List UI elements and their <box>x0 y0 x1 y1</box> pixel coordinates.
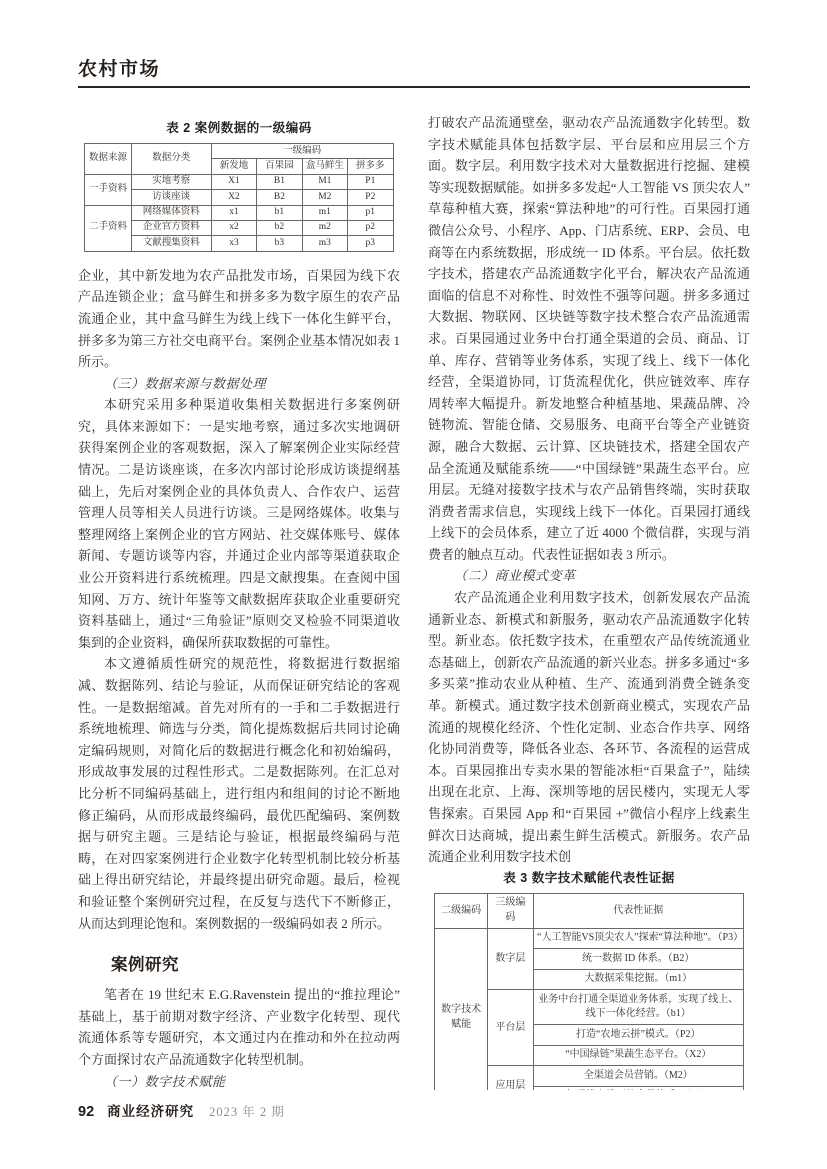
left-column-text <box>78 265 400 1090</box>
code-cell: m3 <box>302 236 347 251</box>
code-cell: M2 <box>302 190 347 205</box>
col-header-company: 百果园 <box>257 159 302 174</box>
code-cell: x1 <box>211 205 256 220</box>
subsection-heading: （三）数据来源与数据处理 <box>104 375 267 391</box>
level3-cell: 平台层 <box>487 990 533 1066</box>
subsection-heading: （二）商业模式变革 <box>454 568 576 584</box>
col-header: 二级编码 <box>435 893 487 928</box>
code-cell: b1 <box>257 205 302 220</box>
col-header-company: 新发地 <box>211 159 256 174</box>
code-cell: B2 <box>257 190 302 205</box>
body-paragraph: 本研究采用多种渠道收集相关数据进行多案例研究，具体来源如下：一是实地考察，通过多次实地调研获得案例企业的客观数据，深入了解案例企业实际经营情况。二是访谈座谈，在多次内部讨论形成访谈提纲基础上，先后对案例企业的具体负责人、合作农户、运营管理人员等相关人员进行访谈。三是网络媒体。收集与整理网络上案例企业的官方网站、社交媒体账号、媒体新闻、专题访谈等内容，并通过企业内部等渠道获取企业公开资料进行系统梳理。四是文献搜集。在查阅中国知网、万方、统计年鉴等文献数据库获取企业重要研究资料基础上，通过“三角验证”原则交叉检验不同渠道收集到的企业资料，确保所获取数据的可靠性。 <box>78 397 400 650</box>
code-cell: B1 <box>257 174 302 189</box>
left-column <box>78 112 400 1090</box>
body-paragraph: 笔者在 19 世纪末 E.G.Ravenstein 提出的“推拉理论”基础上，基于前期对数字经济、产业数字化转型、现代流通体系等专题研究，本文通过内在推动和外在拉动两个方面探讨农产品流通数字化转型机制。 <box>78 987 400 1067</box>
code-cell: p2 <box>348 220 393 235</box>
code-cell: b2 <box>257 220 302 235</box>
code-cell: x3 <box>211 236 256 251</box>
code-cell: P2 <box>348 190 393 205</box>
table2-data-row <box>85 190 393 205</box>
code-cell: M1 <box>302 174 347 189</box>
journal-name: 商业经济研究 <box>107 1104 195 1119</box>
col-header: 三级编码 <box>487 893 533 928</box>
code-cell: X2 <box>211 190 256 205</box>
table3-block <box>428 868 750 1090</box>
code-cell: x2 <box>211 220 256 235</box>
evidence-cell: 全渠道会员营销。（M2） <box>534 1066 744 1087</box>
level3-cell: 应用层 <box>487 1066 533 1090</box>
subsection-heading: （一）数字技术赋能 <box>104 1073 226 1089</box>
table2-data-row <box>85 236 393 251</box>
evidence-cell: 大数据采集挖掘。（m1） <box>534 969 744 990</box>
table3-representative-evidence <box>434 893 743 1090</box>
code-cell: X1 <box>211 174 256 189</box>
col-header-company: 拼多多 <box>348 159 393 174</box>
table3-data-row <box>435 928 743 949</box>
code-cell: b3 <box>257 236 302 251</box>
page-number: 92 <box>78 1104 95 1120</box>
right-column-text <box>428 112 750 868</box>
table3-title: 表 3 数字技术赋能代表性证据 <box>503 870 675 885</box>
evidence-cell: “人工智能VS顶尖农人”探索“算法种地”。（P3） <box>534 928 744 949</box>
evidence-cell: 打造“农地云拼”模式。（P2） <box>534 1025 744 1046</box>
table2-data-row <box>85 174 393 189</box>
source-cell: 二手资料 <box>85 205 131 251</box>
level2-cell: 数字技术赋能 <box>435 928 487 1090</box>
code-cell: m2 <box>302 220 347 235</box>
evidence-cell: 统一数据 ID 体系。（B2） <box>534 949 744 970</box>
evidence-cell: “中国绿链”果蔬生态平台。（X2） <box>534 1045 744 1066</box>
code-cell: m1 <box>302 205 347 220</box>
col-header: 代表性证据 <box>534 893 744 928</box>
section-heading: 案例研究 <box>111 956 179 975</box>
table2-data-row <box>85 205 393 220</box>
code-cell: p3 <box>348 236 393 251</box>
category-cell: 实地考察 <box>131 174 211 189</box>
code-cell: P1 <box>348 174 393 189</box>
page-footer <box>78 1100 750 1120</box>
level3-cell: 数字层 <box>487 928 533 990</box>
col-header-coding: 一级编码 <box>211 144 393 159</box>
category-cell: 网络媒体资料 <box>131 205 211 220</box>
evidence-cell <box>534 1086 744 1090</box>
table2-first-level-coding <box>84 143 393 252</box>
body-paragraph: 企业，其中新发地为农产品批发市场，百果园为线下农产品连锁企业；盒马鲜生和拼多多为数字原生的农产品流通企业，其中盒马鲜生为线上线下一体化生鲜平台，拼多多为第三方社交电商平台。案例企业基本情况如表 1 所示。 <box>78 267 400 370</box>
table2-block <box>78 112 400 252</box>
table2-title: 表 2 案例数据的一级编码 <box>166 121 312 135</box>
body-paragraph: 打破农产品流通壁垒，驱动农产品流通数字化转型。数字技术赋能具体包括数字层、平台层和应用层三个方面。数字层。利用数字技术对大量数据进行挖掘、建模等实现数据赋能。如拼多多发起“人工智能 VS 顶尖农人”草莓种植大赛，探索“算法种地”的可行性。百果园打通微信公众号、小程序、App、门店系统、ERP、会员、电商等在内系统数据，形成统一 ID 体系。平台层。依托数字技术，搭建农产品流通数字化平台，解决农产品流通面临的信息不对称性、时效性不强等问题。拼多多通过大数据、物联网、区块链等数字技术整合农产品流通需求。百果园通过业务中台打通全渠道的会员、商品、订单、库存、营销等业务体系，实现了线上、线下一体化经营，全渠道协同，订货流程优化，供应链效率、库存周转率大幅提升。新发地整合种植基地、果蔬品牌、冷链物流、智能仓储、交易服务、电商平台等全产业链资源，融合大数据、云计算、区块链技术，搭建全国农产品全流通及赋能系统——“中国绿链”果蔬生态平台。应用层。无缝对接数字技术与农产品销售终端，实时获取消费者需求信息，实现线上线下一体化。百果园打通线上线下的会员体系，建立了近 4000 个微信群，实现与消费者的触点互动。代表性证据如表 3 所示。 <box>428 115 750 562</box>
body-paragraph: 本文遵循质性研究的规范性，将数据进行数据缩减、数据陈列、结论与验证，从而保证研究结论的客观性。一是数据缩减。首先对所有的一手和二手数据进行系统地梳理、筛选与分类，简化提炼数据后共同讨论确定编码规则，对简化后的数据进行概念化和初始编码，形成故事发展的过程性形式。二是数据陈列。在汇总对比分析不同编码基础上，进行组内和组间的讨论不断地修正编码，从而形成最终编码，最优匹配编码、案例数据与研究主题。三是结论与验证，根据最终编码与范畴，在对四家案例进行企业数字化转型机制比较分析基础上得出研究结论，并最终提出研究命题。最后，检视和验证整个案例研究过程，在反复与迭代下不断修正，从而达到理论饱和。案例数据的一级编码如表 2 所示。 <box>78 656 400 931</box>
evidence-cell: 业务中台打通全渠道业务体系，实现了线上、线下一体化经营。（b1） <box>534 990 744 1025</box>
page-header <box>78 54 750 88</box>
source-cell: 一手资料 <box>85 174 131 205</box>
table2-header-row <box>85 144 393 159</box>
body-paragraph: 农产品流通企业利用数字技术，创新发展农产品流通新业态、新模式和新服务，驱动农产品流通数字化转型。新业态。依托数字技术，在重塑农产品传统流通业态基础上，创新农产品流通的新兴业态。拼多多通过“多多买菜”推动农业从种植、生产、流通到消费全链条变革。新模式。通过数字技术创新商业模式，实现农产品流通的规模化经济、个性化定制、业态合作共享、网络化协同消费等，降低各业态、各环节、各流程的运营成本。百果园推出专卖水果的智能冰柜“百果盒子”，陆续出现在北京、上海、深圳等地的居民楼内，实现无人零售探索。百果园 App 和“百果园 +”微信小程序上线素生鲜次日达商城，提出素生鲜生活模式。新服务。农产品流通企业利用数字技术创 <box>428 590 750 865</box>
category-cell: 文献搜集资料 <box>131 236 211 251</box>
col-header-company: 盒马鲜生 <box>302 159 347 174</box>
issue-label: 2023 年 2 期 <box>209 1105 285 1119</box>
category-cell: 企业官方资料 <box>131 220 211 235</box>
right-column <box>428 112 750 1090</box>
table3-header-row <box>435 893 743 928</box>
code-cell: p1 <box>348 205 393 220</box>
table2-data-row <box>85 220 393 235</box>
category-cell: 访谈座谈 <box>131 190 211 205</box>
col-header-source: 数据来源 <box>85 144 131 175</box>
col-header-category: 数据分类 <box>131 144 211 175</box>
column-section-label: 农村市场 <box>78 59 161 80</box>
